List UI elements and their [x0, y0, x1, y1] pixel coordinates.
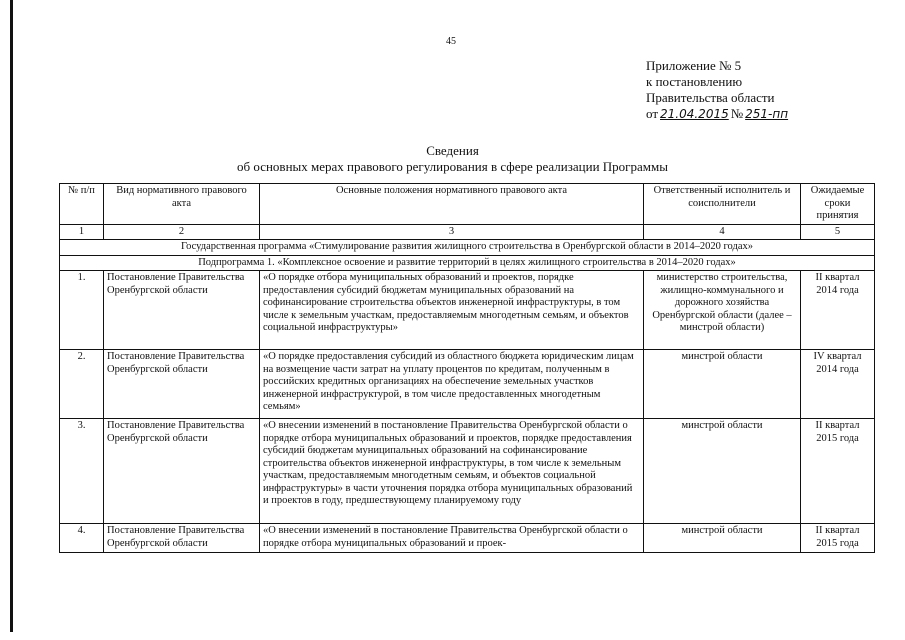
table-header-row	[60, 184, 875, 225]
column-number-row	[60, 224, 875, 240]
row-term: II квартал 2015 года	[801, 419, 875, 524]
program-title: Государственная программа «Стимулирование развития жилищного строительства в Оренбургской области в 2014–2020 годах»	[60, 240, 875, 256]
document-title	[0, 143, 905, 175]
row-executor: минстрой области	[644, 350, 801, 419]
appendix-from-label: от	[646, 106, 659, 121]
row-content: «О порядке предоставления субсидий из областного бюджета юридическим лицам на возмещение части затрат на уплату процентов по кредитам, полученным в российских кредитных организациях на обеспечение земельных участков инженерной инфраструктурой, в том числе предоставленных многодетным семьям»	[260, 350, 644, 419]
col-number: 5	[801, 224, 875, 240]
col-number: 4	[644, 224, 801, 240]
row-act-type: Постановление Правительства Оренбургской области	[104, 350, 260, 419]
title-line-2: об основных мерах правового регулирования в сфере реализации Программы	[237, 159, 668, 174]
appendix-line-2: к постановлению	[646, 74, 743, 89]
row-term: IV квартал 2014 года	[801, 350, 875, 419]
row-executor: минстрой области	[644, 419, 801, 524]
row-content: «О порядке отбора муниципальных образований и проектов, порядке предоставления субсидий бюджетам муниципальных образований на софинансирование строительства объектов инженерной инфраструктуры, в том числе к земельным участкам, предоставляемым многодетным семьям, и объектов социальной инфраструктуры»	[260, 271, 644, 350]
table-row	[60, 350, 875, 419]
page-number: 45	[446, 36, 456, 47]
row-num: 2.	[60, 350, 104, 419]
appendix-line-1: Приложение № 5	[646, 58, 742, 73]
row-act-type: Постановление Правительства Оренбургской области	[104, 524, 260, 553]
header-num: № п/п	[60, 184, 104, 225]
program-title-row	[60, 240, 875, 256]
appendix-no-label: №	[730, 106, 744, 121]
header-content: Основные положения нормативного правового акта	[260, 184, 644, 225]
row-term: II квартал 2015 года	[801, 524, 875, 553]
row-term: II квартал 2014 года	[801, 271, 875, 350]
appendix-number: 251-пп	[745, 107, 789, 121]
appendix-date-line	[646, 106, 790, 122]
header-type: Вид нормативного правового акта	[104, 184, 260, 225]
title-line-1: Сведения	[426, 143, 479, 158]
row-executor: министерство строительства, жилищно-коммунального и дорожного хозяйства Оренбургской области (далее – минстрой области)	[644, 271, 801, 350]
table-row	[60, 524, 875, 553]
subprogram-title-row	[60, 255, 875, 271]
subprogram-title: Подпрограмма 1. «Комплексное освоение и развитие территорий в целях жилищного строительства в 2014–2020 годах»	[60, 255, 875, 271]
row-act-type: Постановление Правительства Оренбургской области	[104, 271, 260, 350]
header-executor: Ответственный исполнитель и соисполнители	[644, 184, 801, 225]
table-row	[60, 271, 875, 350]
row-num: 1.	[60, 271, 104, 350]
measures-table	[59, 183, 875, 553]
row-act-type: Постановление Правительства Оренбургской области	[104, 419, 260, 524]
row-num: 3.	[60, 419, 104, 524]
appendix-line-3: Правительства области	[646, 90, 775, 105]
col-number: 3	[260, 224, 644, 240]
row-num: 4.	[60, 524, 104, 553]
col-number: 1	[60, 224, 104, 240]
row-executor: минстрой области	[644, 524, 801, 553]
row-content: «О внесении изменений в постановление Правительства Оренбургской области о порядке отбора муниципальных образований и проектов, порядке предоставления субсидий бюджетам муниципальных образований на софинансирование строительства объектов инженерной инфраструктуры, в том числе к земельным участкам, предоставляемым многодетным семьям, и объектов социальной инфраструктуры» в части уточнения порядка отбора муниципальных образований и проектов в году, предшествующему планируемому году	[260, 419, 644, 524]
appendix-date: 21.04.2015	[660, 107, 729, 121]
col-number: 2	[104, 224, 260, 240]
scan-edge-line	[10, 0, 13, 632]
appendix-block	[646, 58, 790, 122]
row-content: «О внесении изменений в постановление Правительства Оренбургской области о порядке отбора муниципальных образований и проек-	[260, 524, 644, 553]
table-row	[60, 419, 875, 524]
header-term: Ожидаемые сроки принятия	[801, 184, 875, 225]
